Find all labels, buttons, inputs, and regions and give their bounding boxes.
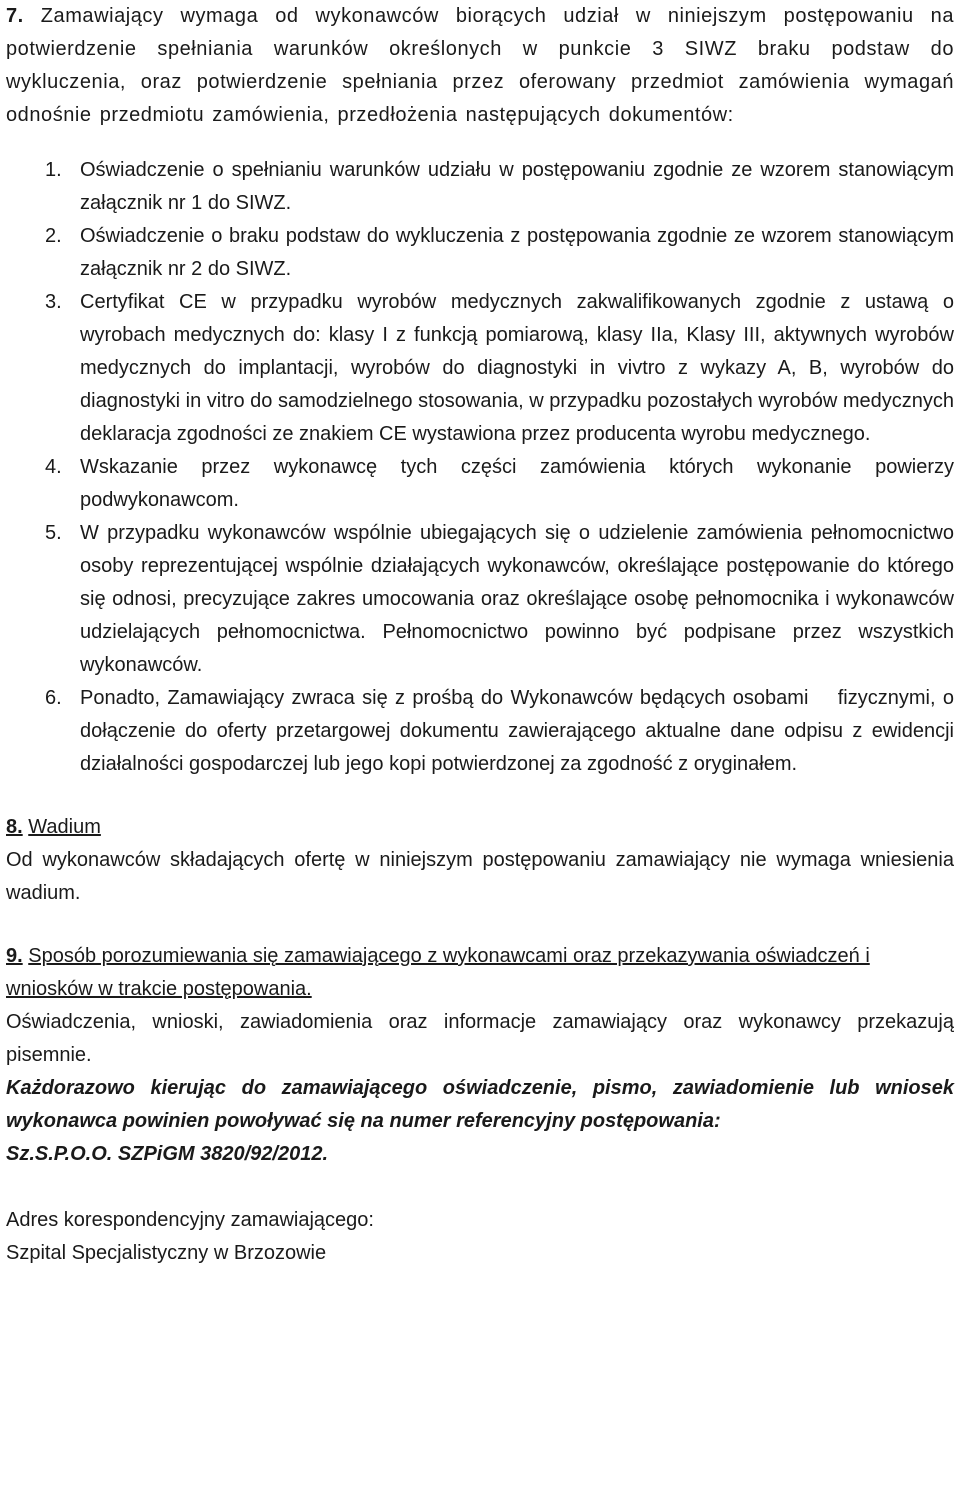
section-8 (6, 811, 954, 910)
list-item-text: Certyfikat CE w przypadku wyrobów medycznych zakwalifikowanych zgodnie z ustawą o wyrobach medycznych do: klasy I z funkcją pomiarową, klasy IIa, Klasy III, aktywnych wyrobów medycznych do implantacji, wyrobów do diagnostyki in vivtro z wykazy A, B, wyrobów do diagnostyki in vitro do samodzielnego stosowania, w przypadku pozostałych wyrobów medycznych deklaracja zgodności ze znakiem CE wystawiona przez producenta wyrobu medycznego. (80, 291, 954, 445)
section-8-number: 8. (6, 816, 23, 838)
list-item-number: 1. (45, 159, 62, 181)
section-7-intro-text: Zamawiający wymaga od wykonawców biorących udział w niniejszym postępowaniu na potwierdzenie spełniania warunków określonych w punkcie 3 SIWZ braku podstaw do wykluczenia, oraz potwierdzenie spełniania przez oferowany przedmiot zamówienia wymagań odnośnie przedmiotu zamówienia, przedłożenia następujących dokumentów: (6, 5, 955, 126)
section-9-heading (6, 940, 954, 1006)
section-9-title: Sposób porozumiewania się zamawiającego z wykonawcami oraz przekazywania oświadczeń i wniosków w trakcie postępowania. (6, 945, 870, 1000)
list-item (6, 682, 960, 781)
list-item (6, 286, 954, 451)
section-9-text: Oświadczenia, wnioski, zawiadomienia oraz informacje zamawiający oraz wykonawcy przekazują pisemnie. (6, 1011, 954, 1066)
address-line-1: Szpital Specjalistyczny w Brzozowie (6, 1242, 327, 1264)
required-documents-list (6, 154, 960, 781)
correspondence-address (6, 1204, 954, 1270)
section-8-title: Wadium (28, 816, 101, 838)
list-item (6, 517, 954, 682)
section-8-text: Od wykonawców składających ofertę w niniejszym postępowaniu zamawiający nie wymaga wniesienia wadium. (6, 849, 954, 904)
section-8-heading (6, 811, 954, 844)
list-item-number: 5. (45, 522, 62, 544)
list-item-text: Oświadczenie o spełnianiu warunków udziału w postępowaniu zgodnie ze wzorem stanowiącym załącznik nr 1 do SIWZ. (80, 159, 954, 214)
section-7 (6, 0, 960, 781)
section-7-number: 7. (6, 5, 24, 27)
list-item-text: Ponadto, Zamawiający zwraca się z prośbą do Wykonawców będących osobami fizycznymi, o dołączenie do oferty przetargowej dokumentu zawierającego aktualne dane odpisu z ewidencji działalności gospodarczej lub jego kopi potwierdzonej za zgodność z oryginałem. (80, 687, 960, 775)
list-item-number: 6. (45, 687, 62, 709)
list-item (6, 451, 954, 517)
address-label: Adres korespondencyjny zamawiającego: (6, 1209, 374, 1231)
section-7-intro (6, 0, 954, 132)
list-item-text: W przypadku wykonawców wspólnie ubiegających się o udzielenie zamówienia pełnomocnictwo osoby reprezentującej wspólnie działających wykonawców, określające postępowanie do którego się odnosi, precyzujące zakres umocowania oraz określające osobę pełnomocnika i wykonawców udzielających pełnomocnictwa. Pełnomocnictwo powinno być podpisane przez wszystkich wykonawców. (80, 522, 954, 676)
list-item-text: Wskazanie przez wykonawcę tych części zamówienia których wykonanie powierzy podwykonawcom. (80, 456, 954, 511)
section-9-emphasis: Każdorazowo kierując do zamawiającego oświadczenie, pismo, zawiadomienie lub wniosek wykonawca powinien powoływać się na numer referencyjny postępowania: (6, 1077, 954, 1132)
list-item (6, 154, 954, 220)
list-item-number: 2. (45, 225, 62, 247)
list-item-number: 4. (45, 456, 62, 478)
section-9 (6, 940, 954, 1171)
reference-number: Sz.S.P.O.O. SZPiGM 3820/92/2012. (6, 1143, 329, 1165)
section-9-number: 9. (6, 945, 23, 967)
list-item (6, 220, 954, 286)
list-item-text: Oświadczenie o braku podstaw do wykluczenia z postępowania zgodnie ze wzorem stanowiącym załącznik nr 2 do SIWZ. (80, 225, 954, 280)
list-item-number: 3. (45, 291, 62, 313)
